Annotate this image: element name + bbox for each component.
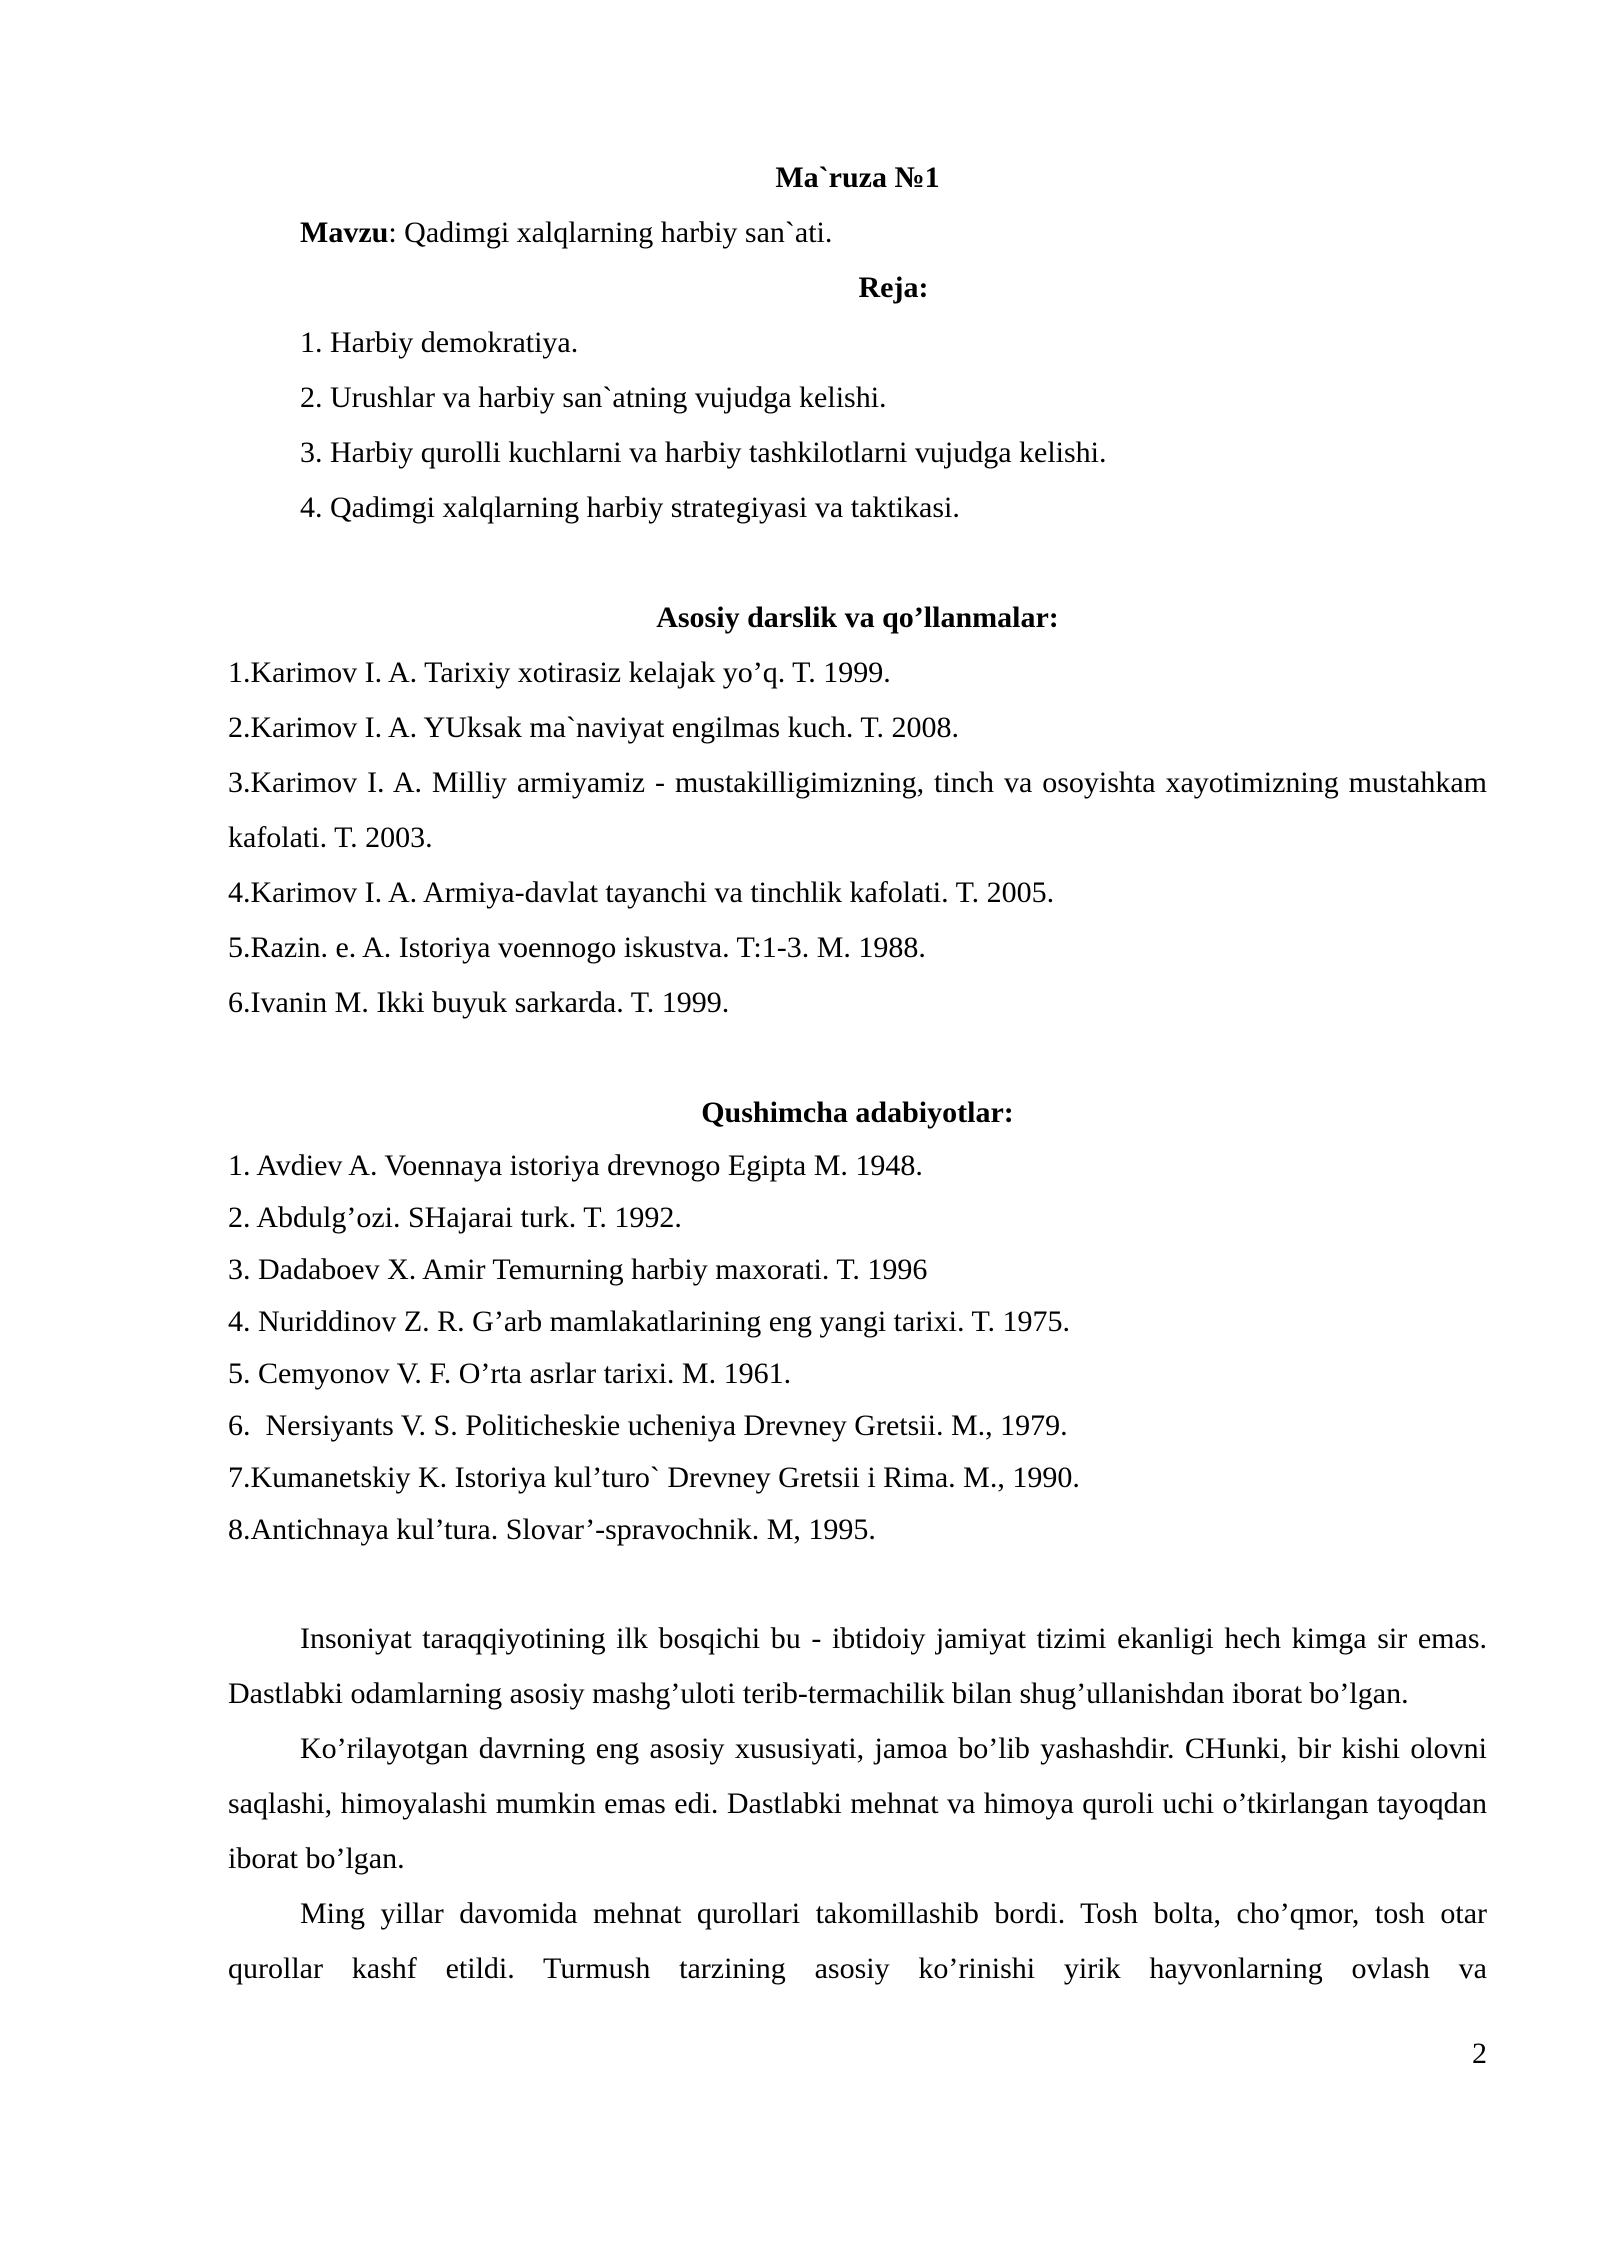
spacer <box>228 1556 1487 1611</box>
body-paragraph-3: Ming yillar davomida mehnat qurollari takomillashib bordi. Tosh bolta, cho’qmor, tosh otar qurollar kashf etildi. Turmush tarzining asosiy ko’rinishi yirik hayvonlarning ovlash va <box>228 1897 1487 1985</box>
main-literature-item-4: 4.Karimov I. A. Armiya-davlat tayanchi va tinchlik kafolati. T. 2005. <box>228 876 1055 909</box>
additional-literature-item-2: 2. Abdulg’ozi. SHajarai turk. T. 1992. <box>228 1201 682 1234</box>
plan-item-1: 1. Harbiy demokratiya. <box>300 326 579 359</box>
additional-literature-list <box>228 1140 1487 1556</box>
additional-literature-heading: Qushimcha adabiyotlar: <box>701 1096 1014 1129</box>
main-literature-item-1: 1.Karimov I. A. Tarixiy xotirasiz kelajak yo’q. T. 1999. <box>228 656 891 689</box>
topic-line <box>228 205 1487 260</box>
spacer <box>228 535 1487 590</box>
topic-text: : Qadimgi xalqlarning harbiy san`ati. <box>388 216 833 249</box>
main-literature-item-2: 2.Karimov I. A. YUksak ma`naviyat engilmas kuch. T. 2008. <box>228 711 959 744</box>
body-paragraph-2: Ko’rilayotgan davrning eng asosiy xususiyati, jamoa bo’lib yashashdir. CHunki, bir kishi olovni saqlashi, himoyalashi mumkin emas edi. Dastlabki mehnat va himoya quroli uchi o’tkirlangan tayoqdan iborat bo’lgan. <box>228 1732 1487 1875</box>
plan-item-4: 4. Qadimgi xalqlarning harbiy strategiyasi va taktikasi. <box>300 491 960 524</box>
body-paragraph-1: Insoniyat taraqqiyotining ilk bosqichi bu - ibtidoiy jamiyat tizimi ekanligi hech kimga sir emas. Dastlabki odamlarning asosiy mashg’uloti terib-termachilik bilan shug’ullanishdan iborat bo’lgan. <box>228 1622 1487 1710</box>
topic-label: Mavzu <box>300 216 389 249</box>
main-literature-item-5: 5.Razin. e. A. Istoriya voennogo iskustva. T:1-3. M. 1988. <box>228 931 926 964</box>
main-literature-item-6: 6.Ivanin M. Ikki buyuk sarkarda. T. 1999. <box>228 986 730 1019</box>
additional-literature-item-7: 7.Kumanetskiy K. Istoriya kul’turo` Drevney Gretsii i Rima. M., 1990. <box>228 1461 1080 1494</box>
main-literature-heading: Asosiy darslik va qo’llanmalar: <box>656 601 1059 634</box>
plan-item-3: 3. Harbiy qurolli kuchlarni va harbiy tashkilotlarni vujudga kelishi. <box>300 436 1107 469</box>
spacer <box>228 1030 1487 1085</box>
additional-literature-item-4: 4. Nuriddinov Z. R. G’arb mamlakatlarining eng yangi tarixi. T. 1975. <box>228 1305 1071 1338</box>
additional-literature-item-6: 6. Nersiyants V. S. Politicheskie ucheniya Drevney Gretsii. M., 1979. <box>228 1409 1068 1442</box>
additional-literature-item-1: 1. Avdiev A. Voennaya istoriya drevnogo Egipta M. 1948. <box>228 1149 923 1182</box>
lecture-title: Ma`ruza №1 <box>775 161 940 194</box>
plan-heading: Reja: <box>858 271 929 304</box>
additional-literature-item-8: 8.Antichnaya kul’tura. Slovar’-spravochnik. M, 1995. <box>228 1513 876 1546</box>
plan-item-2: 2. Urushlar va harbiy san`atning vujudga kelishi. <box>300 381 887 414</box>
additional-literature-item-3: 3. Dadaboev X. Amir Temurning harbiy maxorati. T. 1996 <box>228 1253 928 1286</box>
main-literature-item-3: 3.Karimov I. A. Milliy armiyamiz - mustakilligimizning, tinch va osoyishta xayotimizning mustahkam kafolati. T. 2003. <box>228 766 1487 854</box>
additional-literature-item-5: 5. Cemyonov V. F. O’rta asrlar tarixi. M. 1961. <box>228 1357 792 1390</box>
page-number: 2 <box>1472 2037 1487 2070</box>
